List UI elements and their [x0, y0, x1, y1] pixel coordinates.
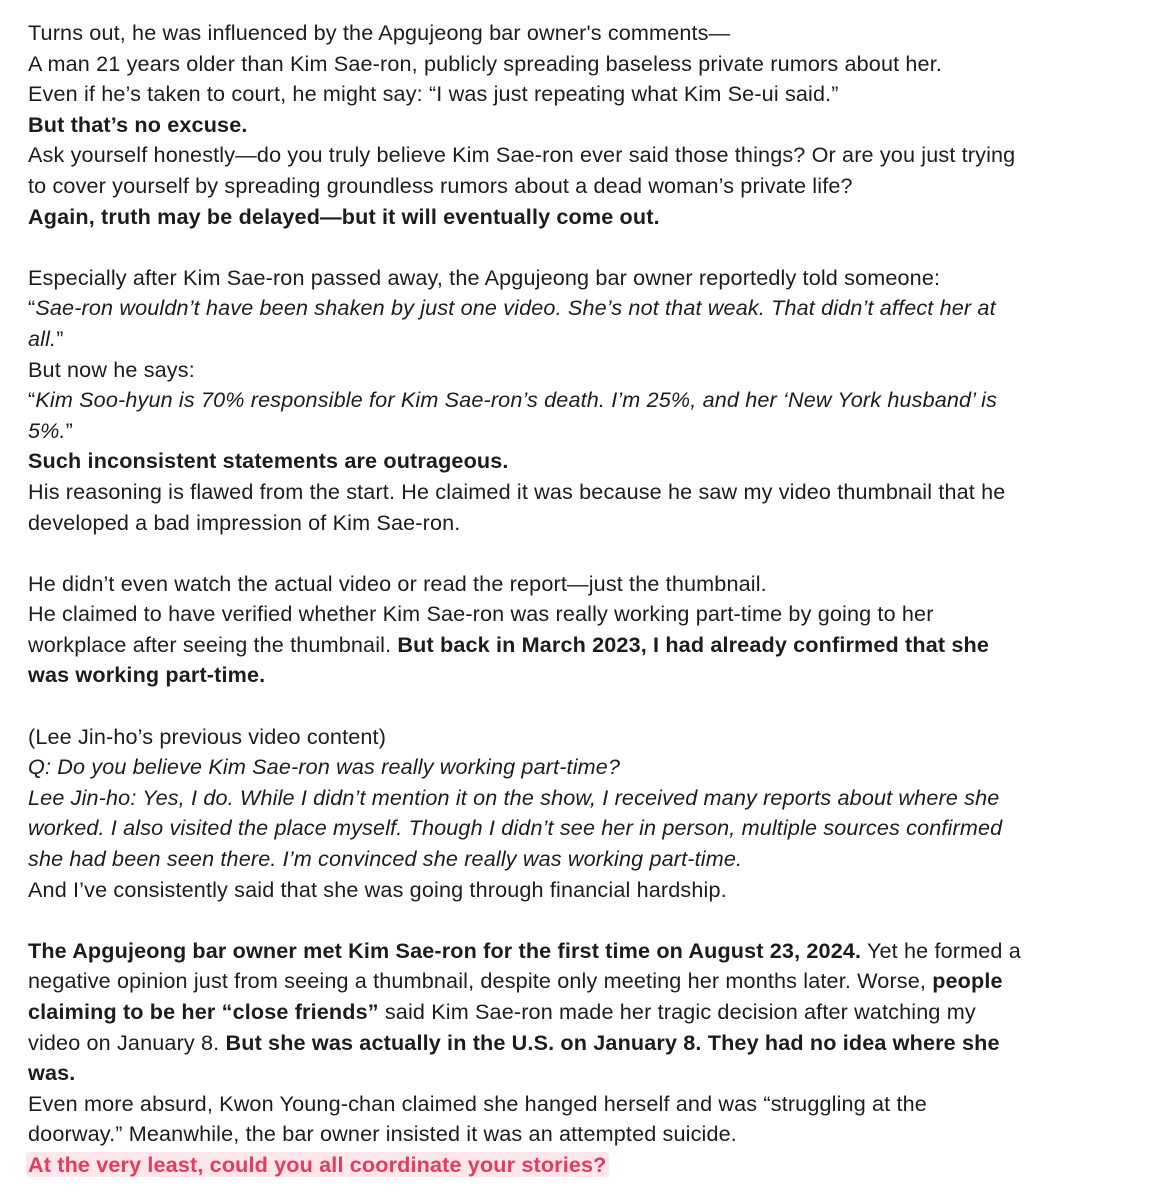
highlighted-text: At the very least, could you all coordinate your stories?: [28, 1151, 607, 1177]
text-line: [28, 936, 1147, 967]
text-line: [28, 18, 1147, 49]
text-line: [28, 477, 1147, 508]
text-segment: Especially after Kim Sae-ron passed away, the Apgujeong bar owner reportedly told someone:: [28, 264, 941, 290]
text-line: [28, 813, 1147, 844]
text-segment: said Kim Sae-ron made her tragic decision after watching my: [378, 999, 976, 1024]
text-segment: “: [28, 295, 36, 321]
text-segment: And I’ve consistently said that she was going through financial hardship.: [28, 876, 727, 902]
text-segment: But that’s no excuse.: [28, 111, 248, 137]
text-segment: Even more absurd, Kwon Young-chan claimed she hanged herself and was “struggling at the: [28, 1090, 927, 1116]
text-line: [28, 446, 1147, 477]
blank-line: [28, 905, 1147, 936]
text-segment: But now he says:: [28, 356, 195, 382]
text-segment: The Apgujeong bar owner met Kim Sae-ron for the first time on August 23, 2024.: [28, 937, 862, 963]
text-segment: people: [932, 968, 1003, 994]
text-segment: (Lee Jin-ho’s previous video content): [28, 723, 387, 749]
text-line: [28, 416, 1147, 447]
text-line: [28, 508, 1147, 539]
text-line: [28, 966, 1147, 997]
text-segment: was working part-time.: [28, 662, 266, 688]
text-segment: all.: [28, 325, 57, 351]
text-segment: Ask yourself honestly—do you truly believe Kim Sae-ron ever said those things? Or are you just trying: [28, 142, 1016, 168]
text-segment: ”: [56, 325, 64, 351]
text-segment: claiming to be her “close friends”: [28, 999, 379, 1024]
text-line: [28, 783, 1147, 814]
text-line: [28, 1089, 1147, 1120]
text-line: [28, 140, 1147, 171]
text-segment: Turns out, he was influenced by the Apgujeong bar owner's comments—: [28, 20, 731, 45]
text-line: [28, 171, 1147, 202]
text-segment: she had been seen there. I’m convinced she really was working part-time.: [28, 846, 743, 872]
text-line: [28, 263, 1147, 294]
text-line: [28, 1058, 1147, 1089]
text-segment: ”: [65, 417, 74, 443]
text-line: [28, 997, 1147, 1028]
text-line: [28, 844, 1147, 875]
text-line: [28, 324, 1147, 355]
blank-line: [28, 538, 1147, 569]
text-line: [28, 1119, 1147, 1150]
text-segment: Q: Do you believe Kim Sae-ron was really working part-time?: [28, 754, 621, 780]
text-segment: developed a bad impression of Kim Sae-ron.: [28, 509, 461, 535]
text-segment: Even if he’s taken to court, he might say: “I was just repeating what Kim Se-ui said.”: [28, 81, 839, 107]
text-segment: to cover yourself by spreading groundless rumors about a dead woman’s private life?: [28, 172, 853, 198]
text-segment: negative opinion just from seeing a thumbnail, despite only meeting her months later. Worse,: [28, 968, 933, 994]
text-line: [28, 752, 1147, 783]
text-line: [28, 293, 1147, 324]
text-segment: workplace after seeing the thumbnail.: [28, 631, 398, 657]
text-line: [28, 355, 1147, 386]
text-segment: worked. I also visited the place myself. Though I didn’t see her in person, multiple sources confirmed: [28, 815, 1003, 841]
text-line: [28, 875, 1147, 906]
text-segment: But back in March 2023, I had already confirmed that she: [397, 631, 990, 657]
blank-line: [28, 691, 1147, 722]
text-segment: Yet he formed a: [861, 937, 1021, 963]
text-line: [28, 660, 1147, 691]
text-line: [28, 1028, 1147, 1059]
text-segment: Kim Soo-hyun is 70% responsible for Kim Sae-ron’s death. I’m 25%, and her ‘New York husband’ is: [35, 387, 998, 413]
text-segment: Sae-ron wouldn’t have been shaken by just one video. She’s not that weak. That didn’t affect her at: [35, 295, 996, 321]
text-line: [28, 385, 1147, 416]
text-line: [28, 49, 1147, 80]
text-segment: His reasoning is flawed from the start. He claimed it was because he saw my video thumbnail that he: [28, 478, 1006, 504]
text-line: [28, 202, 1147, 233]
text-line: [28, 599, 1147, 630]
text-segment: He claimed to have verified whether Kim Sae-ron was really working part-time by going to her: [28, 601, 934, 627]
text-segment: Such inconsistent statements are outrageous.: [28, 448, 509, 474]
text-segment: He didn’t even watch the actual video or read the report—just the thumbnail.: [28, 570, 767, 596]
text-line: [28, 79, 1147, 110]
text-segment: Again, truth may be delayed—but it will eventually come out.: [28, 203, 660, 229]
text-segment: 5%.: [28, 417, 66, 443]
text-line: [28, 1150, 1147, 1181]
text-line: [28, 110, 1147, 141]
text-segment: video on January 8.: [28, 1029, 226, 1055]
text-segment: But she was actually in the U.S. on January 8. They had no idea where she: [225, 1029, 1000, 1055]
text-segment: Lee Jin-ho: Yes, I do. While I didn’t mention it on the show, I received many reports about where she: [28, 784, 1000, 810]
text-segment: was.: [28, 1060, 76, 1086]
text-line: [28, 569, 1147, 600]
text-segment: A man 21 years older than Kim Sae-ron, publicly spreading baseless private rumors about her.: [28, 50, 943, 76]
text-line: [28, 722, 1147, 753]
text-segment: doorway.” Meanwhile, the bar owner insisted it was an attempted suicide.: [28, 1121, 737, 1147]
text-line: [28, 630, 1147, 661]
blank-line: [28, 232, 1147, 263]
text-segment: “: [28, 387, 36, 413]
